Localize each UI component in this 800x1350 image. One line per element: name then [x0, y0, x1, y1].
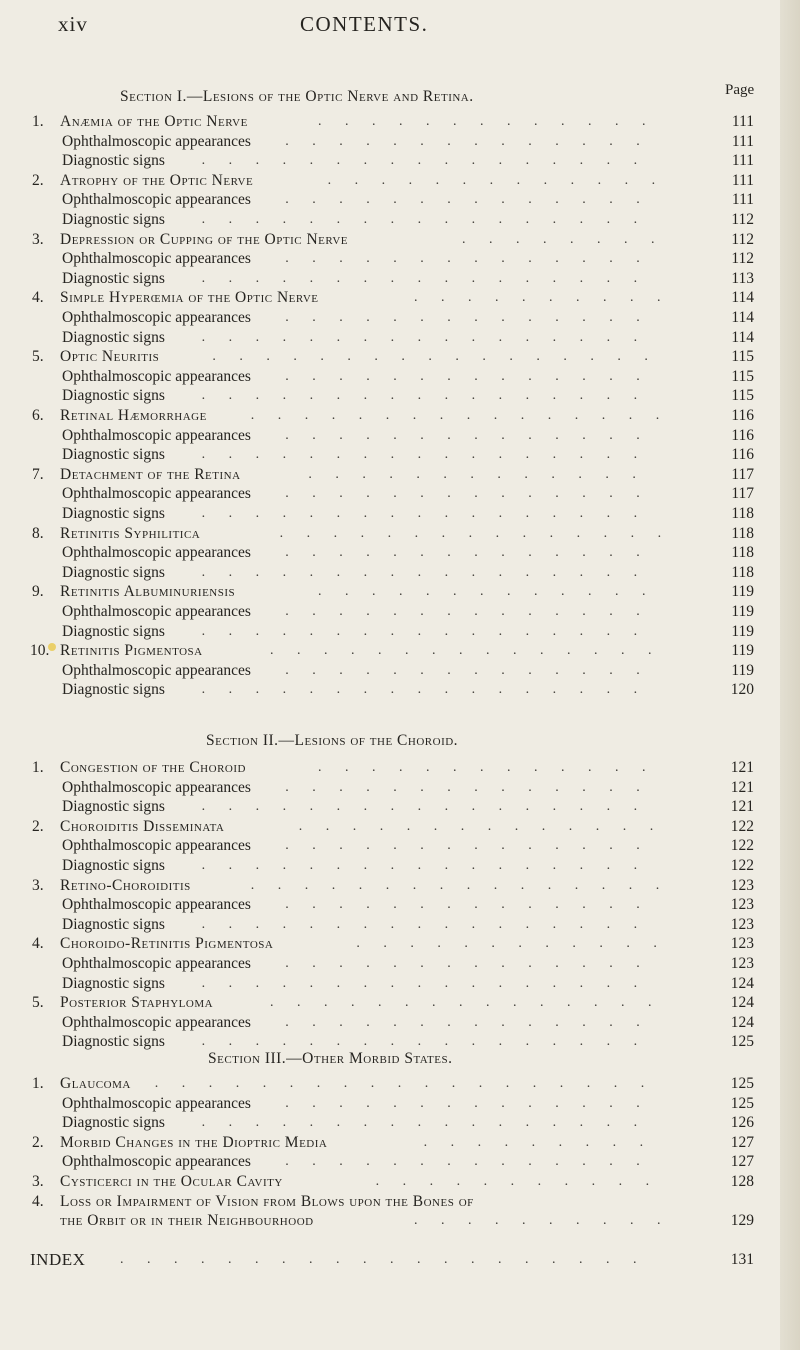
toc-entry	[0, 484, 780, 504]
page-number: 124	[730, 994, 754, 1012]
entry-number: 2.	[32, 817, 44, 835]
page-number: 122	[730, 817, 754, 835]
toc-entry	[0, 210, 780, 230]
dot-leader: . . . . . . . . . . . . . . . . .	[201, 447, 648, 463]
toc-entry	[0, 915, 780, 935]
toc-entry	[0, 328, 780, 348]
entry-title: Choroiditis Disseminata	[60, 817, 225, 835]
dot-leader: . . . . . . . . . . . . . . .	[270, 995, 662, 1011]
dot-leader: . . . . . . . . . . . . . . . . .	[201, 916, 648, 932]
toc-entry	[0, 249, 780, 269]
entry-number: 1.	[32, 1075, 44, 1092]
entry-title: Depression or Cupping of the Optic Nerve	[60, 230, 348, 248]
page-number: 112	[731, 250, 754, 268]
page-number: 129	[730, 1212, 754, 1230]
entry-subtitle: Diagnostic signs	[62, 152, 165, 170]
entry-subtitle: Diagnostic signs	[62, 1033, 165, 1051]
dot-leader: . . . . . . . . . . . . .	[318, 584, 656, 600]
toc-entry	[0, 563, 780, 583]
toc-entry	[0, 151, 780, 171]
entry-subtitle: Ophthalmoscopic appearances	[62, 309, 251, 326]
entry-subtitle: Ophthalmoscopic appearances	[62, 485, 251, 503]
index-entry	[0, 1250, 780, 1270]
entry-subtitle: Ophthalmoscopic appearances	[62, 837, 251, 855]
toc-entry	[0, 954, 780, 974]
entry-subtitle: Diagnostic signs	[62, 387, 165, 405]
dot-leader: . . . . . . . . . . . . . . . . .	[201, 975, 648, 991]
page-number: 128	[730, 1173, 754, 1190]
dot-leader: . . . . . . . . . . . . . . . . .	[201, 858, 648, 873]
toc-entry	[0, 778, 780, 798]
toc-entry	[0, 269, 780, 289]
entry-number: 8.	[32, 524, 44, 542]
toc-entry	[0, 132, 780, 152]
page-number: 118	[731, 524, 754, 542]
dot-leader: . . . . . . . . . . . . .	[318, 760, 656, 775]
page-number: 123	[730, 955, 754, 972]
entry-subtitle: Diagnostic signs	[62, 269, 165, 287]
dot-leader: . . . . . . . . . . . . . . .	[270, 643, 662, 659]
toc-entry	[0, 171, 780, 191]
page-number: 119	[731, 642, 754, 660]
dot-leader: . . . . . . . . . . . . . . . . .	[201, 388, 648, 404]
entry-subtitle: Ophthalmoscopic appearances	[62, 778, 251, 796]
entry-number: 2.	[32, 171, 44, 189]
page-number: 114	[731, 309, 754, 326]
page-number: 118	[731, 505, 754, 522]
page-number: 121	[730, 778, 754, 796]
entry-number: 10.	[30, 642, 50, 660]
entry-subtitle: Diagnostic signs	[62, 974, 165, 992]
toc-entry	[0, 308, 780, 328]
toc-entry	[0, 524, 780, 544]
dot-leader: . . . . . . . . . . . . . . . . .	[201, 1115, 648, 1131]
dot-leader: . . . . . . . . . . . . .	[327, 172, 666, 188]
running-header	[0, 6, 780, 36]
page-numeral: xiv	[58, 12, 88, 36]
dot-leader: . . . . . . . . . . . . . . . . .	[212, 349, 658, 365]
page-number: 115	[731, 367, 754, 385]
dot-leader: . . . . . . . . . . . . . .	[285, 838, 650, 854]
toc-entry	[0, 386, 780, 406]
entry-number: 3.	[32, 876, 44, 894]
toc-entry	[0, 465, 780, 485]
page-number: 111	[731, 113, 754, 130]
entry-subtitle: Diagnostic signs	[62, 1114, 165, 1132]
page-number: 127	[730, 1153, 754, 1171]
entry-number: 2.	[32, 1133, 44, 1151]
page-number: 116	[731, 426, 754, 444]
entry-title: Retino-Choroiditis	[60, 876, 191, 894]
page-number: 126	[730, 1114, 754, 1132]
toc-entry	[0, 1192, 780, 1212]
entry-title: Posterior Staphyloma	[60, 994, 214, 1012]
entry-title: Optic Neuritis	[60, 348, 160, 366]
page-number: 122	[730, 837, 754, 855]
entry-subtitle: Ophthalmoscopic appearances	[62, 191, 251, 209]
entry-subtitle: Ophthalmoscopic appearances	[62, 250, 251, 268]
entry-number: 9.	[32, 583, 44, 601]
page-number: 119	[731, 661, 754, 679]
toc-entry	[0, 817, 780, 837]
toc-entry	[0, 622, 780, 642]
page-number: 123	[730, 935, 754, 953]
dot-leader: . . . . . . . . . . . . . .	[285, 897, 650, 913]
entry-subtitle: Ophthalmoscopic appearances	[62, 955, 251, 972]
toc-entry	[0, 993, 780, 1013]
dot-leader: . . . . . . . . . . . . . . . . .	[201, 506, 648, 521]
entry-subtitle: Ophthalmoscopic appearances	[62, 426, 251, 444]
page-number: 113	[731, 269, 754, 287]
toc-entry	[0, 758, 780, 778]
toc-entry	[0, 230, 780, 250]
page-number: 124	[730, 974, 754, 992]
entry-title: Glaucoma	[60, 1075, 131, 1092]
entry-subtitle: Diagnostic signs	[62, 211, 165, 228]
page-number: 131	[730, 1251, 754, 1268]
entry-subtitle: Diagnostic signs	[62, 857, 165, 874]
page-number: 111	[731, 191, 754, 209]
entry-number: 3.	[32, 230, 44, 248]
toc-entry	[0, 445, 780, 465]
entry-title: Morbid Changes in the Dioptric Media	[60, 1133, 328, 1151]
entry-subtitle: Ophthalmoscopic appearances	[62, 367, 251, 385]
toc-entry	[0, 406, 780, 426]
page-number: 121	[730, 798, 754, 816]
page-number: 117	[731, 485, 754, 503]
toc-entry	[0, 1013, 780, 1033]
entry-subtitle: Diagnostic signs	[62, 915, 165, 933]
entry-title: Simple Hyperœmia of the Optic Nerve	[60, 289, 319, 307]
dot-leader: . . . . . . . . . . . . . . . . . . .	[154, 1076, 655, 1091]
page-number: 114	[731, 328, 754, 346]
page-edge	[780, 0, 800, 1350]
page-number: 112	[731, 230, 754, 248]
toc-entry	[0, 1113, 780, 1133]
dot-leader: . . . . . . . . . . . . . .	[285, 133, 650, 149]
entry-subtitle: Diagnostic signs	[62, 505, 165, 522]
page-number: 111	[731, 171, 754, 189]
dot-leader: . . . . . . . . . . . . .	[308, 466, 646, 482]
toc-entry	[0, 661, 780, 681]
entry-title: Anæmia of the Optic Nerve	[60, 113, 248, 130]
entry-title: Loss or Impairment of Vision from Blows upon the Bones of	[60, 1192, 474, 1210]
dot-leader: . . . . . . . . . . . . . . . . .	[201, 270, 648, 286]
dot-leader: . . . . . . . . . . . . . .	[285, 604, 650, 619]
entry-number: 5.	[32, 994, 44, 1012]
entry-number: 4.	[32, 935, 44, 953]
entry-subtitle: Diagnostic signs	[62, 681, 165, 699]
dot-leader: . . . . . . . . . . . . . . . . . . . .	[120, 1252, 647, 1267]
toc-entry	[0, 504, 780, 524]
entry-number: 4.	[32, 1192, 44, 1210]
entry-number: 5.	[32, 348, 44, 366]
dot-leader: . . . . . . . . . . . . . . . . .	[201, 1034, 648, 1050]
toc-entry	[0, 876, 780, 896]
dot-leader: . . . . . . . . . .	[414, 1213, 671, 1229]
page-number: 127	[730, 1133, 754, 1151]
page-number: 118	[731, 544, 754, 562]
page-column-label: Page	[725, 82, 755, 98]
entry-subtitle: Ophthalmoscopic appearances	[62, 544, 251, 562]
entry-subtitle: Ophthalmoscopic appearances	[62, 1094, 251, 1112]
dot-leader: . . . . . . . . . . . . . . . . .	[201, 799, 648, 815]
page-number: 119	[731, 622, 754, 640]
dot-leader: . . . . . . . . . . . . . .	[285, 662, 650, 678]
toc-entry	[0, 543, 780, 563]
entry-subtitle: Ophthalmoscopic appearances	[62, 603, 251, 620]
dot-leader: . . . . . . . . . . . . . . .	[279, 525, 672, 541]
dot-leader: . . . . . . . . . . . . . . . .	[250, 877, 670, 893]
toc-entry	[0, 1133, 780, 1153]
toc-entry	[0, 1094, 780, 1114]
dot-leader: . . . . . . . . . . . . . . . . .	[201, 329, 648, 345]
dot-leader: . . . . . . . . . . . . . . . . .	[201, 564, 648, 580]
entry-subtitle: Diagnostic signs	[62, 446, 165, 464]
toc-entry	[0, 1152, 780, 1172]
entry-number: 1.	[32, 759, 44, 776]
toc-entry	[0, 112, 780, 132]
dot-leader: . . . . . . . . . . . . . .	[285, 251, 650, 267]
toc-entry	[0, 836, 780, 856]
dot-leader: . . . . . . . . . . . . . .	[285, 192, 650, 208]
dot-leader: . . . . . . . . . . . . . .	[285, 486, 650, 502]
page-number: 123	[730, 876, 754, 894]
dot-leader: . . . . . . . . . . . . . .	[285, 779, 650, 795]
page-number: 114	[731, 289, 754, 307]
toc-entry	[0, 426, 780, 446]
dot-leader: . . . . . . . . . . . . . . . .	[250, 408, 670, 423]
page-number: 123	[730, 915, 754, 933]
entry-subtitle: Ophthalmoscopic appearances	[62, 1013, 251, 1031]
toc-entry	[0, 974, 780, 994]
page-number: 122	[730, 857, 754, 874]
dot-leader: . . . . . . . . . . . .	[356, 936, 667, 952]
dot-leader: . . . . . . . . . .	[414, 290, 671, 306]
page-number: 116	[731, 407, 754, 424]
toc-entry	[0, 602, 780, 622]
entry-number: 6.	[32, 407, 44, 424]
dot-leader: . . . . . . . . . . . . . . . . .	[201, 682, 648, 698]
toc-entry	[0, 1211, 780, 1231]
dot-leader: . . . . . . . . . . . . . .	[285, 1095, 650, 1111]
entry-subtitle: Ophthalmoscopic appearances	[62, 896, 251, 914]
index-title: INDEX	[30, 1250, 86, 1269]
dot-leader: . . . . . . . .	[462, 231, 665, 247]
toc-entry	[0, 934, 780, 954]
dot-leader: . . . . . . . . . . . . . .	[285, 1154, 650, 1170]
entry-title: Retinal Hæmorrhage	[60, 407, 207, 424]
entry-title: Detachment of the Retina	[60, 465, 241, 483]
toc-entry	[0, 1172, 780, 1192]
entry-subtitle: Ophthalmoscopic appearances	[62, 1153, 251, 1171]
toc-entry	[0, 797, 780, 817]
toc-entry	[0, 347, 780, 367]
toc-entry	[0, 680, 780, 700]
entry-subtitle: Ophthalmoscopic appearances	[62, 132, 251, 150]
page-number: 125	[730, 1094, 754, 1112]
dot-leader: . . . . . . . . . . . . . .	[285, 545, 650, 561]
page-number: 115	[731, 387, 754, 405]
dot-leader: . . . . . . . . . . . . . . . . .	[201, 623, 648, 639]
section-2-heading: Section II.—Lesions of the Choroid.	[206, 732, 459, 749]
toc-entry	[0, 1074, 780, 1094]
page-number: 125	[730, 1075, 754, 1092]
entry-title: the Orbit or in their Neighbourhood	[60, 1212, 314, 1230]
dot-leader: . . . . . . . . .	[423, 1134, 654, 1150]
page-number: 120	[730, 681, 754, 699]
entry-title: Congestion of the Choroid	[60, 759, 246, 776]
entry-number: 7.	[32, 465, 44, 483]
entry-title: Retinitis Albuminuriensis	[60, 583, 236, 601]
page-number: 125	[730, 1033, 754, 1051]
entry-number: 3.	[32, 1173, 44, 1190]
dot-leader: . . . . . . . . . . .	[375, 1174, 660, 1189]
dot-leader: . . . . . . . . . . . . . . . . .	[201, 212, 648, 227]
toc-entry	[0, 582, 780, 602]
toc-entry	[0, 288, 780, 308]
dot-leader: . . . . . . . . . . . . . .	[298, 818, 664, 834]
toc-entry	[0, 895, 780, 915]
section-1-heading: Section I.—Lesions of the Optic Nerve and Retina.	[120, 88, 474, 105]
toc-entry	[0, 190, 780, 210]
page-number: 119	[731, 603, 754, 620]
entry-title: Retinitis Pigmentosa	[60, 642, 203, 660]
page-number: 119	[731, 583, 754, 601]
page-number: 117	[731, 465, 754, 483]
entry-subtitle: Diagnostic signs	[62, 798, 165, 816]
dot-leader: . . . . . . . . . . . . . .	[285, 956, 650, 971]
entry-number: 4.	[32, 289, 44, 307]
entry-subtitle: Diagnostic signs	[62, 563, 165, 581]
page-number: 112	[731, 211, 754, 228]
entry-title: Retinitis Syphilitica	[60, 524, 201, 542]
entry-number: 1.	[32, 113, 44, 130]
entry-title: Choroido-Retinitis Pigmentosa	[60, 935, 274, 953]
page-number: 116	[731, 446, 754, 464]
entry-title: Atrophy of the Optic Nerve	[60, 171, 254, 189]
page-number: 115	[731, 348, 754, 366]
page-number: 111	[731, 132, 754, 150]
entry-subtitle: Ophthalmoscopic appearances	[62, 661, 251, 679]
page-number: 121	[730, 759, 754, 776]
toc-entry	[0, 641, 780, 661]
dot-leader: . . . . . . . . . . . . . .	[285, 1014, 650, 1030]
toc-entry	[0, 856, 780, 876]
dot-leader: . . . . . . . . . . . . .	[318, 114, 656, 129]
dot-leader: . . . . . . . . . . . . . .	[285, 310, 650, 325]
entry-subtitle: Diagnostic signs	[62, 622, 165, 640]
section-3-heading: Section III.—Other Morbid States.	[208, 1050, 453, 1067]
page-number: 118	[731, 563, 754, 581]
entry-title: Cysticerci in the Ocular Cavity	[60, 1173, 283, 1190]
dot-leader: . . . . . . . . . . . . . .	[285, 427, 650, 443]
page-number: 124	[730, 1013, 754, 1031]
toc-entry	[0, 367, 780, 387]
running-title: CONTENTS.	[300, 12, 429, 36]
dot-leader: . . . . . . . . . . . . . . . . .	[201, 153, 648, 169]
page-number: 111	[731, 152, 754, 170]
entry-subtitle: Diagnostic signs	[62, 328, 165, 346]
page-number: 123	[730, 896, 754, 914]
dot-leader: . . . . . . . . . . . . . .	[285, 368, 650, 384]
